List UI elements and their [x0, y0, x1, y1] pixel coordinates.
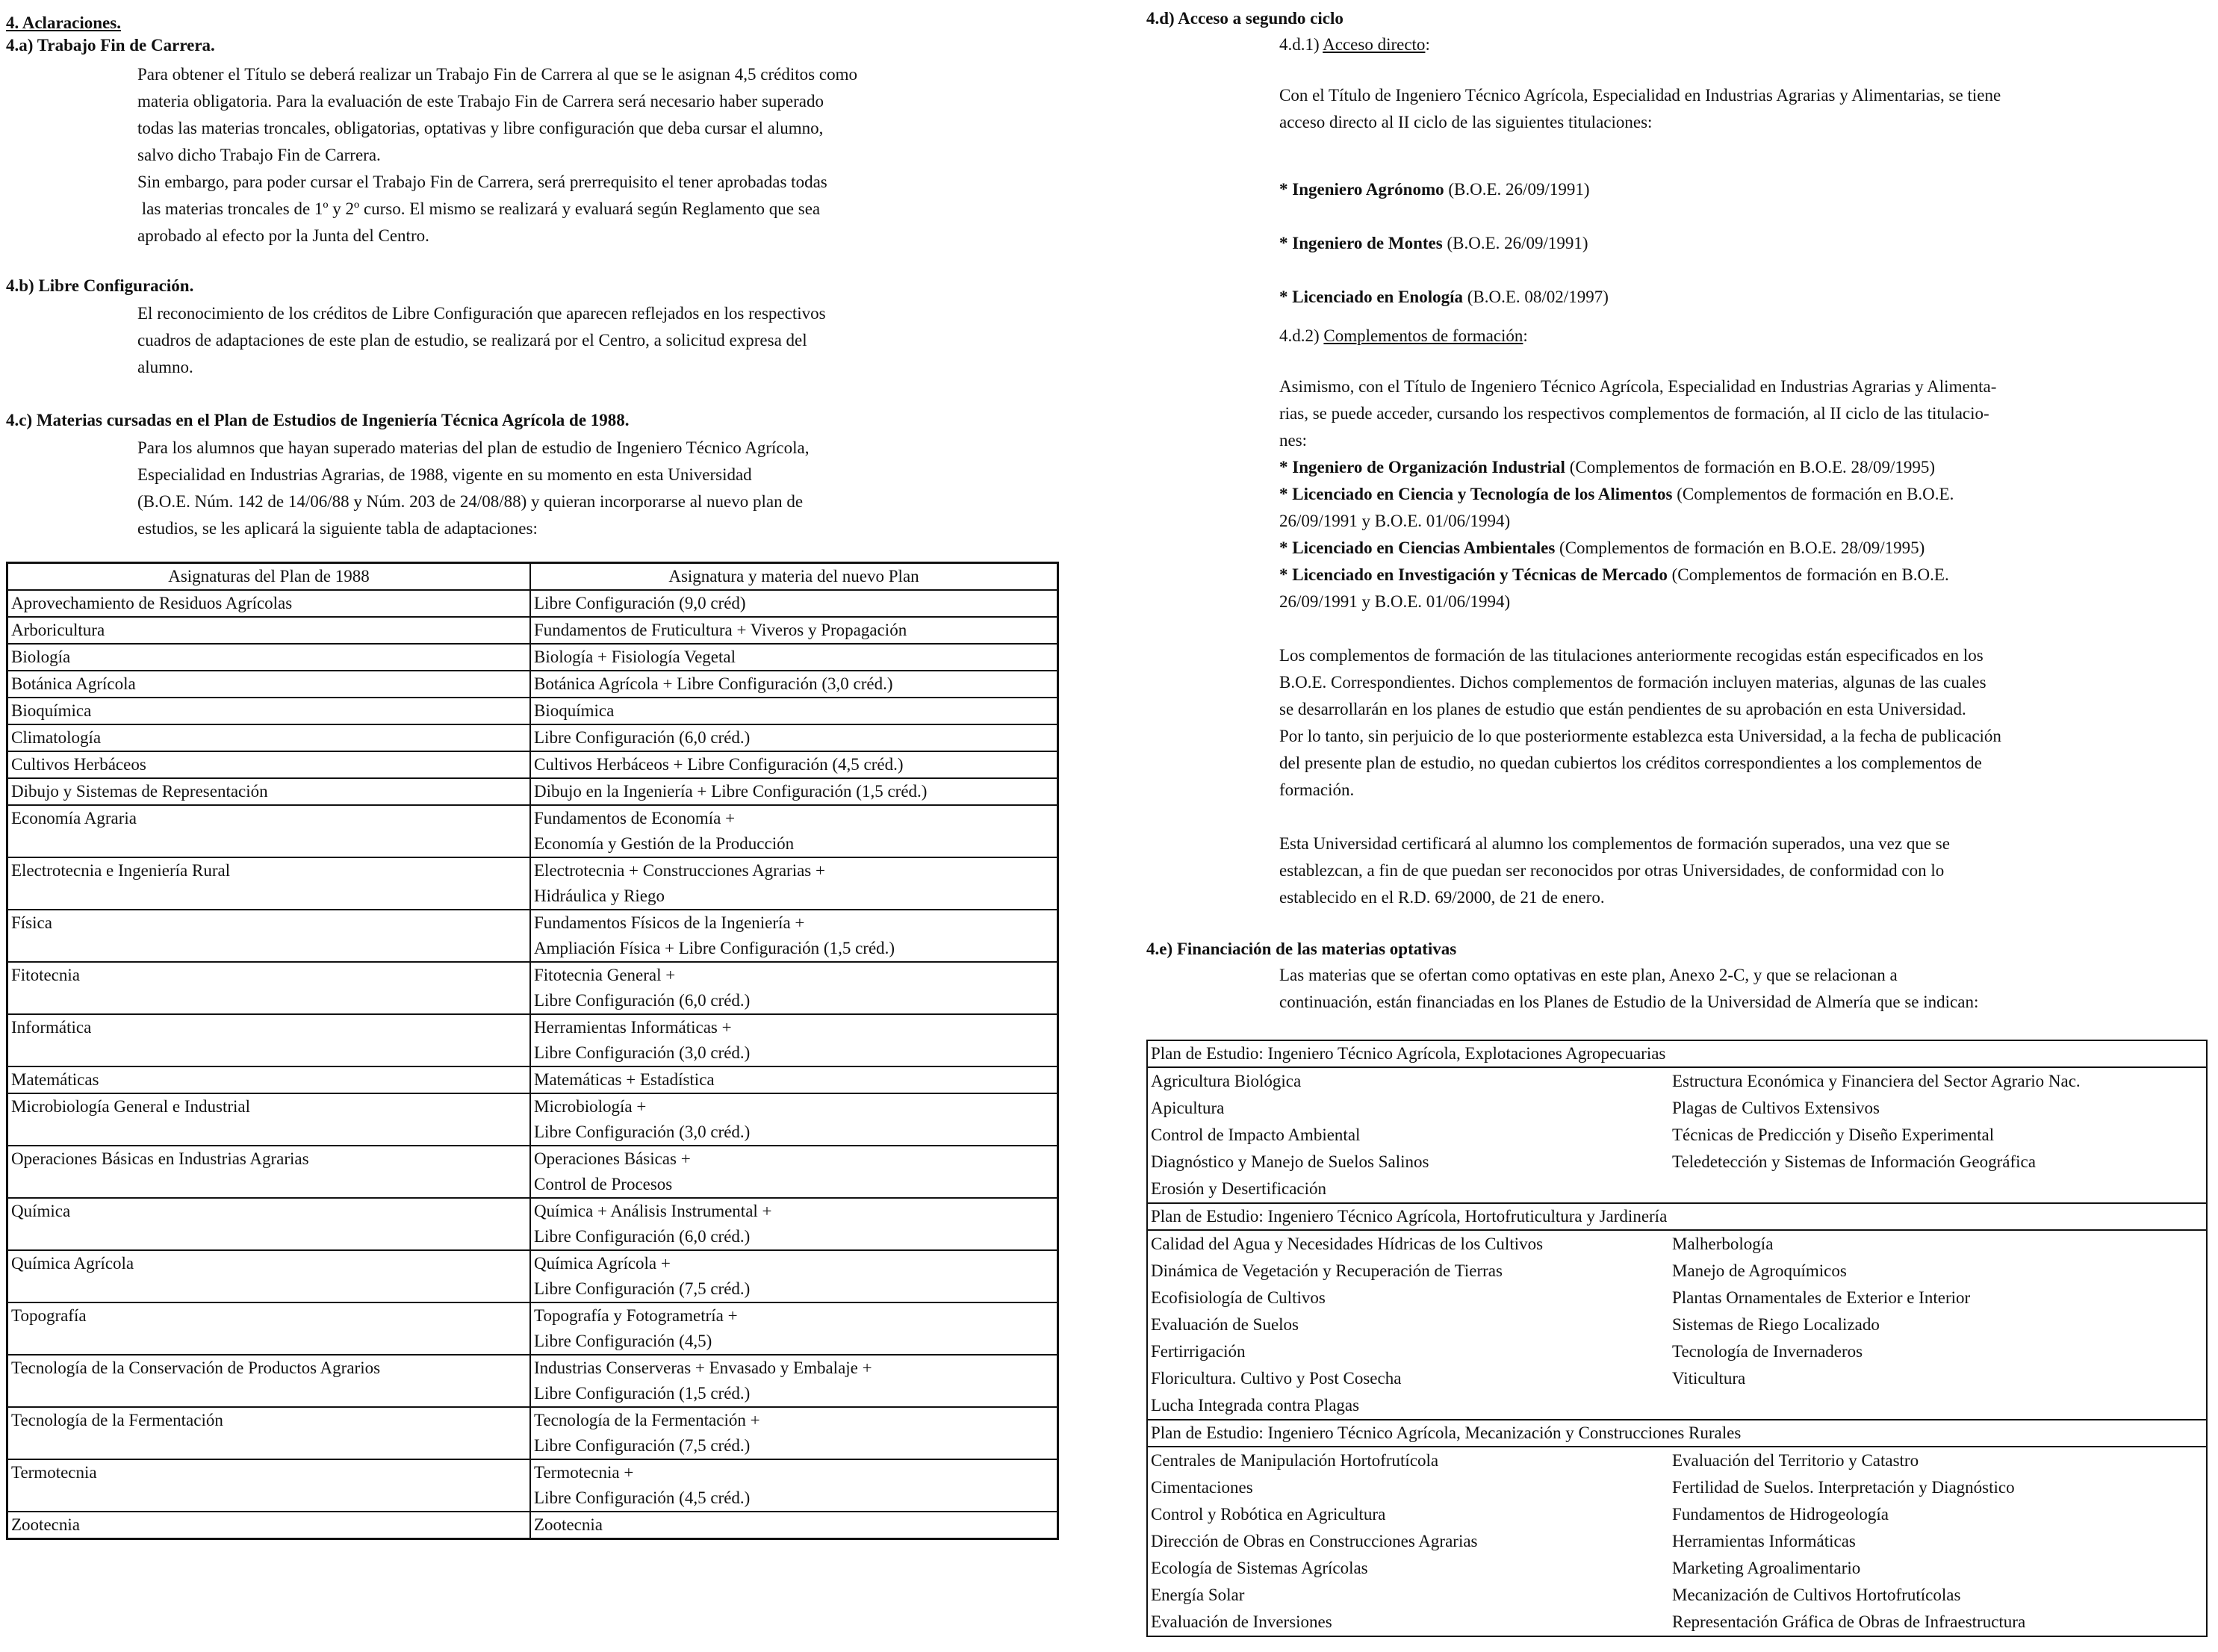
new-subject-cell	[530, 671, 1058, 698]
section-d2-text	[1279, 373, 1996, 454]
table-row	[7, 1302, 1058, 1355]
new-subject-line: Termotecnia +	[534, 1463, 634, 1482]
titulacion-item	[1279, 270, 1609, 324]
text-line: todas las materias troncales, obligatorias, optativas y libre configuración que deba cursar el alumno,	[137, 119, 824, 137]
old-subject-cell: Operaciones Básicas en Industrias Agrarias	[7, 1146, 531, 1198]
new-subject-line: Zootecnia	[534, 1515, 603, 1534]
text-line: Los complementos de formación de las titulaciones anteriormente recogidas están especificados en los	[1279, 646, 1984, 665]
subject-item: Agricultura Biológica	[1151, 1072, 1302, 1090]
table-row	[7, 671, 1058, 698]
plan-header: Plan de Estudio: Ingeniero Técnico Agrícola, Hortofruticultura y Jardinería	[1148, 1202, 2206, 1231]
new-subject-line: Bioquímica	[534, 701, 615, 720]
new-subject-line: Fundamentos de Fruticultura + Viveros y Propagación	[534, 621, 907, 639]
titulacion-boe: (Complementos de formación en B.O.E. 28/09/1995)	[1565, 458, 1935, 476]
new-subject-cell	[530, 1407, 1058, 1459]
new-subject-cell	[530, 751, 1058, 778]
subject-item: Erosión y Desertificación	[1151, 1179, 1327, 1198]
subject-item: Calidad del Agua y Necesidades Hídricas de los Cultivos	[1151, 1235, 1544, 1253]
new-subject-cell	[530, 617, 1058, 644]
new-subject-cell	[530, 857, 1058, 910]
subject-column	[1672, 1231, 2195, 1419]
section-e-text	[1279, 962, 1978, 1016]
old-subject-cell: Fitotecnia	[7, 962, 531, 1014]
new-subject-line: Química + Análisis Instrumental +	[534, 1202, 772, 1220]
subject-item: Evaluación del Territorio y Catastro	[1672, 1451, 1919, 1470]
text-line: Para obtener el Título se deberá realizar un Trabajo Fin de Carrera al que se le asignan 4,5 créditos como	[137, 65, 857, 84]
subject-item: Marketing Agroalimentario	[1672, 1559, 1861, 1577]
old-subject-cell: Topografía	[7, 1302, 531, 1355]
new-subject-cell	[530, 1512, 1058, 1539]
old-subject-cell: Tecnología de la Conservación de Productos Agrarios	[7, 1355, 531, 1407]
subject-item: Malherbología	[1672, 1235, 1774, 1253]
subject-item: Apicultura	[1151, 1099, 1225, 1117]
plan-subjects	[1148, 1068, 2206, 1202]
table-row	[7, 1512, 1058, 1539]
new-subject-cell	[530, 778, 1058, 805]
text-line: Especialidad en Industrias Agrarias, de 1988, vigente en su momento en esta Universidad	[137, 465, 752, 484]
new-subject-cell	[530, 1250, 1058, 1302]
subject-item: Dinámica de Vegetación y Recuperación de Tierras	[1151, 1261, 1503, 1280]
titulacion-name: * Ingeniero de Montes	[1279, 234, 1443, 252]
new-subject-cell	[530, 962, 1058, 1014]
new-subject-line: Libre Configuración (3,0 créd.)	[534, 1122, 751, 1141]
subject-item: Manejo de Agroquímicos	[1672, 1261, 1847, 1280]
new-subject-line: Biología + Fisiología Vegetal	[534, 648, 736, 666]
paragraph-certificacion	[1279, 830, 1950, 911]
text-line: continuación, están financiadas en los Planes de Estudio de la Universidad de Almería que se indican:	[1279, 993, 1979, 1011]
subject-item: Viticultura	[1672, 1369, 1746, 1388]
subject-item: Representación Gráfica de Obras de Infraestructura	[1672, 1612, 2026, 1631]
d1-number: 4.d.1)	[1279, 35, 1323, 54]
subject-item: Fertirrigación	[1151, 1342, 1246, 1361]
old-subject-cell: Climatología	[7, 724, 531, 751]
table-row	[7, 1066, 1058, 1093]
text-line: Para los alumnos que hayan superado materias del plan de estudio de Ingeniero Técnico Agrícola,	[137, 438, 810, 457]
text-line: (B.O.E. Núm. 142 de 14/06/88 y Núm. 203 de 24/08/88) y quieran incorporarse al nuevo plan de	[137, 492, 804, 511]
table-row	[7, 751, 1058, 778]
titulacion-item	[1279, 535, 1954, 562]
subject-item: Sistemas de Riego Localizado	[1672, 1315, 1880, 1334]
adaptation-table	[6, 562, 1059, 1540]
old-subject-cell: Física	[7, 910, 531, 962]
text-line: estudios, se les aplicará la siguiente tabla de adaptaciones:	[137, 519, 538, 538]
new-subject-cell	[530, 1146, 1058, 1198]
header-plan-1988: Asignaturas del Plan de 1988	[7, 563, 531, 591]
titulacion-name: * Licenciado en Investigación y Técnicas de Mercado	[1279, 565, 1668, 584]
new-subject-line: Herramientas Informáticas +	[534, 1018, 732, 1037]
new-subject-line: Fitotecnia General +	[534, 966, 676, 984]
subject-item: Floricultura. Cultivo y Post Cosecha	[1151, 1369, 1402, 1388]
titulacion-boe: (Complementos de formación en B.O.E.	[1667, 565, 1949, 584]
new-subject-line: Libre Configuración (1,5 créd.)	[534, 1384, 751, 1403]
titulacion-item	[1279, 562, 1954, 589]
subject-item: Evaluación de Suelos	[1151, 1315, 1299, 1334]
new-subject-line: Libre Configuración (4,5 créd.)	[534, 1488, 751, 1507]
plan-header: Plan de Estudio: Ingeniero Técnico Agrícola, Mecanización y Construcciones Rurales	[1148, 1419, 2206, 1447]
table-row	[7, 1146, 1058, 1198]
new-subject-cell	[530, 1302, 1058, 1355]
section-b-text	[137, 300, 826, 381]
titulacion-item	[1279, 454, 1954, 481]
text-line: las materias troncales de 1º y 2º curso. El mismo se realizará y evaluará según Reglamento que sea	[137, 199, 821, 218]
table-row	[7, 962, 1058, 1014]
old-subject-cell: Microbiología General e Industrial	[7, 1093, 531, 1146]
subject-item: Control y Robótica en Agricultura	[1151, 1505, 1386, 1524]
table-row	[7, 724, 1058, 751]
titulacion-boe: (B.O.E. 26/09/1991)	[1442, 234, 1588, 252]
new-subject-line: Fundamentos de Economía +	[534, 809, 736, 827]
section-d1-heading	[1279, 31, 1430, 58]
d2-colon: :	[1523, 326, 1528, 345]
new-subject-line: Microbiología +	[534, 1097, 647, 1116]
new-subject-cell	[530, 1093, 1058, 1146]
subject-item: Plantas Ornamentales de Exterior e Interior	[1672, 1288, 1971, 1307]
text-line: se desarrollarán en los planes de estudio que están pendientes de su aprobación en esta Universidad.	[1279, 700, 1966, 718]
text-line: del presente plan de estudio, no quedan cubiertos los créditos correspondientes a los complementos de	[1279, 754, 1982, 772]
new-subject-cell	[530, 698, 1058, 724]
subject-item: Herramientas Informáticas	[1672, 1532, 1856, 1550]
subject-item: Evaluación de Inversiones	[1151, 1612, 1332, 1631]
new-subject-line: Industrias Conserveras + Envasado y Embalaje +	[534, 1358, 872, 1377]
table-row	[7, 590, 1058, 617]
section-d-title: 4.d) Acceso a segundo ciclo	[1146, 9, 1343, 28]
new-subject-line: Libre Configuración (6,0 créd.)	[534, 728, 751, 747]
section-d2-heading	[1279, 323, 1528, 350]
subject-column	[1151, 1447, 1672, 1636]
new-subject-cell	[530, 910, 1058, 962]
subject-item: Dirección de Obras en Construcciones Agrarias	[1151, 1532, 1478, 1550]
subject-item: Fertilidad de Suelos. Interpretación y Diagnóstico	[1672, 1478, 2015, 1497]
d2-label: Complementos de formación	[1323, 326, 1523, 345]
old-subject-cell: Economía Agraria	[7, 805, 531, 857]
new-subject-line: Economía y Gestión de la Producción	[534, 834, 795, 853]
subject-column	[1672, 1447, 2195, 1636]
old-subject-cell: Dibujo y Sistemas de Representación	[7, 778, 531, 805]
text-line: alumno.	[137, 358, 193, 376]
titulacion-item	[1279, 589, 1954, 615]
new-subject-line: Química Agrícola +	[534, 1254, 671, 1273]
titulacion-item	[1279, 481, 1954, 508]
d1-colon: :	[1425, 35, 1430, 54]
titulacion-name: * Licenciado en Enología	[1279, 288, 1463, 306]
titulacion-item	[1279, 508, 1954, 535]
new-subject-line: Cultivos Herbáceos + Libre Configuración (4,5 créd.)	[534, 755, 904, 774]
table-row	[7, 1014, 1058, 1066]
old-subject-cell: Tecnología de la Fermentación	[7, 1407, 531, 1459]
titulacion-boe: 26/09/1991 y B.O.E. 01/06/1994)	[1279, 512, 1511, 530]
old-subject-cell: Botánica Agrícola	[7, 671, 531, 698]
old-subject-cell: Química	[7, 1198, 531, 1250]
subject-item: Centrales de Manipulación Hortofrutícola	[1151, 1451, 1439, 1470]
table-row	[7, 644, 1058, 671]
titulacion-boe: 26/09/1991 y B.O.E. 01/06/1994)	[1279, 592, 1511, 611]
text-line: aprobado al efecto por la Junta del Centro.	[137, 226, 429, 245]
subject-column	[1151, 1068, 1672, 1202]
table-row	[7, 1093, 1058, 1146]
text-line: Por lo tanto, sin perjuicio de lo que posteriormente establezca esta Universidad, a la fecha de publicación	[1279, 727, 2001, 745]
table-row	[7, 1355, 1058, 1407]
table-row	[7, 910, 1058, 962]
table-row	[7, 805, 1058, 857]
table-row	[7, 857, 1058, 910]
adaptation-table-header	[7, 563, 1058, 591]
new-subject-line: Hidráulica y Riego	[534, 886, 665, 905]
new-subject-cell	[530, 644, 1058, 671]
titulacion-name: * Ingeniero Agrónomo	[1279, 180, 1444, 199]
new-subject-line: Libre Configuración (7,5 créd.)	[534, 1279, 751, 1298]
old-subject-cell: Química Agrícola	[7, 1250, 531, 1302]
section-e-title: 4.e) Financiación de las materias optativas	[1146, 940, 1457, 958]
new-subject-line: Libre Configuración (6,0 créd.)	[534, 991, 751, 1010]
new-subject-line: Botánica Agrícola + Libre Configuración (3,0 créd.)	[534, 674, 893, 693]
text-line: cuadros de adaptaciones de este plan de estudio, se realizará por el Centro, a solicitud expresa del	[137, 331, 807, 350]
subject-item: Ecofisiología de Cultivos	[1151, 1288, 1326, 1307]
plan-subjects	[1148, 1447, 2206, 1636]
new-subject-line: Matemáticas + Estadística	[534, 1070, 715, 1089]
subject-column	[1151, 1231, 1672, 1419]
new-subject-line: Topografía y Fotogrametría +	[534, 1306, 738, 1325]
table-row	[7, 1407, 1058, 1459]
titulacion-item	[1279, 217, 1609, 270]
text-line: Las materias que se ofertan como optativas en este plan, Anexo 2-C, y que se relacionan a	[1279, 966, 1898, 984]
subject-item: Plagas de Cultivos Extensivos	[1672, 1099, 1880, 1117]
old-subject-cell: Arboricultura	[7, 617, 531, 644]
new-subject-cell	[530, 1198, 1058, 1250]
text-line: Sin embargo, para poder cursar el Trabajo Fin de Carrera, será prerrequisito el tener aprobadas todas	[137, 173, 827, 191]
table-row	[7, 778, 1058, 805]
subject-item: Técnicas de Predicción y Diseño Experimental	[1672, 1125, 1995, 1144]
titulacion-name: * Licenciado en Ciencia y Tecnología de los Alimentos	[1279, 485, 1673, 503]
table-row	[7, 1250, 1058, 1302]
subject-item: Estructura Económica y Financiera del Sector Agrario Nac.	[1672, 1072, 2081, 1090]
section-b-title: 4.b) Libre Configuración.	[6, 276, 194, 295]
old-subject-cell: Aprovechamiento de Residuos Agrícolas	[7, 590, 531, 617]
new-subject-cell	[530, 724, 1058, 751]
subject-item: Fundamentos de Hidrogeología	[1672, 1505, 1889, 1524]
titulacion-boe: (B.O.E. 08/02/1997)	[1463, 288, 1609, 306]
old-subject-cell: Cultivos Herbáceos	[7, 751, 531, 778]
plan-subjects	[1148, 1231, 2206, 1419]
header-new-plan: Asignatura y materia del nuevo Plan	[530, 563, 1058, 591]
table-row	[7, 698, 1058, 724]
subject-item: Energía Solar	[1151, 1586, 1245, 1604]
new-subject-line: Libre Configuración (3,0 créd.)	[534, 1043, 751, 1062]
new-subject-line: Libre Configuración (9,0 créd)	[534, 594, 746, 612]
text-line: Asimismo, con el Título de Ingeniero Técnico Agrícola, Especialidad en Industrias Agrarias y Alimenta-	[1279, 377, 1997, 396]
section-title: 4. Aclaraciones.	[6, 13, 121, 32]
text-line: establezcan, a fin de que puedan ser reconocidos por otras Universidades, de conformidad con lo	[1279, 861, 1945, 880]
subject-item: Cimentaciones	[1151, 1478, 1253, 1497]
new-subject-cell	[530, 1066, 1058, 1093]
new-subject-cell	[530, 590, 1058, 617]
new-subject-line: Tecnología de la Fermentación +	[534, 1411, 760, 1429]
old-subject-cell: Zootecnia	[7, 1512, 531, 1539]
subject-item: Mecanización de Cultivos Hortofrutícolas	[1672, 1586, 1961, 1604]
new-subject-line: Fundamentos Físicos de la Ingeniería +	[534, 913, 805, 932]
new-subject-line: Electrotecnia + Construcciones Agrarias +	[534, 861, 825, 880]
titulacion-name: * Ingeniero de Organización Industrial	[1279, 458, 1565, 476]
text-line: establecido en el R.D. 69/2000, de 21 de enero.	[1279, 888, 1605, 907]
section-c-title: 4.c) Materias cursadas en el Plan de Estudios de Ingeniería Técnica Agrícola de 1988.	[6, 411, 630, 429]
new-subject-cell	[530, 805, 1058, 857]
subject-item: Lucha Integrada contra Plagas	[1151, 1396, 1360, 1415]
subject-item: Teledetección y Sistemas de Información Geográfica	[1672, 1152, 2036, 1171]
old-subject-cell: Bioquímica	[7, 698, 531, 724]
new-subject-line: Dibujo en la Ingeniería + Libre Configuración (1,5 créd.)	[534, 782, 928, 801]
titulacion-boe: (Complementos de formación en B.O.E.	[1672, 485, 1954, 503]
table-row	[7, 617, 1058, 644]
table-row	[7, 1198, 1058, 1250]
d2-number: 4.d.2)	[1279, 326, 1324, 345]
text-line: nes:	[1279, 431, 1308, 450]
d1-label: Acceso directo	[1323, 35, 1426, 54]
text-line: materia obligatoria. Para la evaluación de este Trabajo Fin de Carrera será necesario haber superado	[137, 92, 824, 111]
old-subject-cell: Matemáticas	[7, 1066, 531, 1093]
paragraph-complementos	[1279, 642, 2001, 804]
section-a-text	[137, 61, 857, 249]
text-line: salvo dicho Trabajo Fin de Carrera.	[137, 146, 381, 164]
subject-item: Diagnóstico y Manejo de Suelos Salinos	[1151, 1152, 1429, 1171]
old-subject-cell: Electrotecnia e Ingeniería Rural	[7, 857, 531, 910]
text-line: formación.	[1279, 780, 1355, 799]
section-a-title: 4.a) Trabajo Fin de Carrera.	[6, 36, 215, 55]
text-line: Esta Universidad certificará al alumno los complementos de formación superados, una vez que se	[1279, 834, 1950, 853]
new-subject-cell	[530, 1014, 1058, 1066]
section-d2-items	[1279, 454, 1954, 615]
titulacion-boe: (B.O.E. 26/09/1991)	[1444, 180, 1590, 199]
old-subject-cell: Biología	[7, 644, 531, 671]
text-line: rias, se puede acceder, cursando los respectivos complementos de formación, al II ciclo de las titulacio-	[1279, 404, 1989, 423]
table-row	[7, 1459, 1058, 1512]
text-line: Con el Título de Ingeniero Técnico Agrícola, Especialidad en Industrias Agrarias y Alimentarias, se tiene	[1279, 86, 2001, 105]
titulacion-item	[1279, 163, 1609, 217]
old-subject-cell: Termotecnia	[7, 1459, 531, 1512]
new-subject-line: Operaciones Básicas +	[534, 1149, 691, 1168]
optativas-table	[1146, 1040, 2208, 1637]
new-subject-line: Ampliación Física + Libre Configuración (1,5 créd.)	[534, 939, 895, 957]
subject-item: Control de Impacto Ambiental	[1151, 1125, 1361, 1144]
subject-item: Tecnología de Invernaderos	[1672, 1342, 1863, 1361]
new-subject-line: Control de Procesos	[534, 1175, 673, 1193]
titulacion-boe: (Complementos de formación en B.O.E. 28/09/1995)	[1555, 538, 1925, 557]
section-d1-text	[1279, 82, 2001, 136]
new-subject-line: Libre Configuración (6,0 créd.)	[534, 1227, 751, 1246]
section-d1-items	[1279, 163, 1609, 324]
old-subject-cell: Informática	[7, 1014, 531, 1066]
new-subject-line: Libre Configuración (4,5)	[534, 1332, 712, 1350]
new-subject-cell	[530, 1355, 1058, 1407]
titulacion-name: * Licenciado en Ciencias Ambientales	[1279, 538, 1556, 557]
text-line: B.O.E. Correspondientes. Dichos complementos de formación incluyen materias, algunas de las cuales	[1279, 673, 1986, 692]
subject-item: Ecología de Sistemas Agrícolas	[1151, 1559, 1368, 1577]
text-line: acceso directo al II ciclo de las siguientes titulaciones:	[1279, 113, 1653, 131]
plan-header: Plan de Estudio: Ingeniero Técnico Agrícola, Explotaciones Agropecuarias	[1148, 1041, 2206, 1068]
subject-column	[1672, 1068, 2195, 1202]
new-subject-line: Libre Configuración (7,5 créd.)	[534, 1436, 751, 1455]
text-line: El reconocimiento de los créditos de Libre Configuración que aparecen reflejados en los respectivos	[137, 304, 826, 323]
new-subject-cell	[530, 1459, 1058, 1512]
section-c-text	[137, 435, 809, 542]
